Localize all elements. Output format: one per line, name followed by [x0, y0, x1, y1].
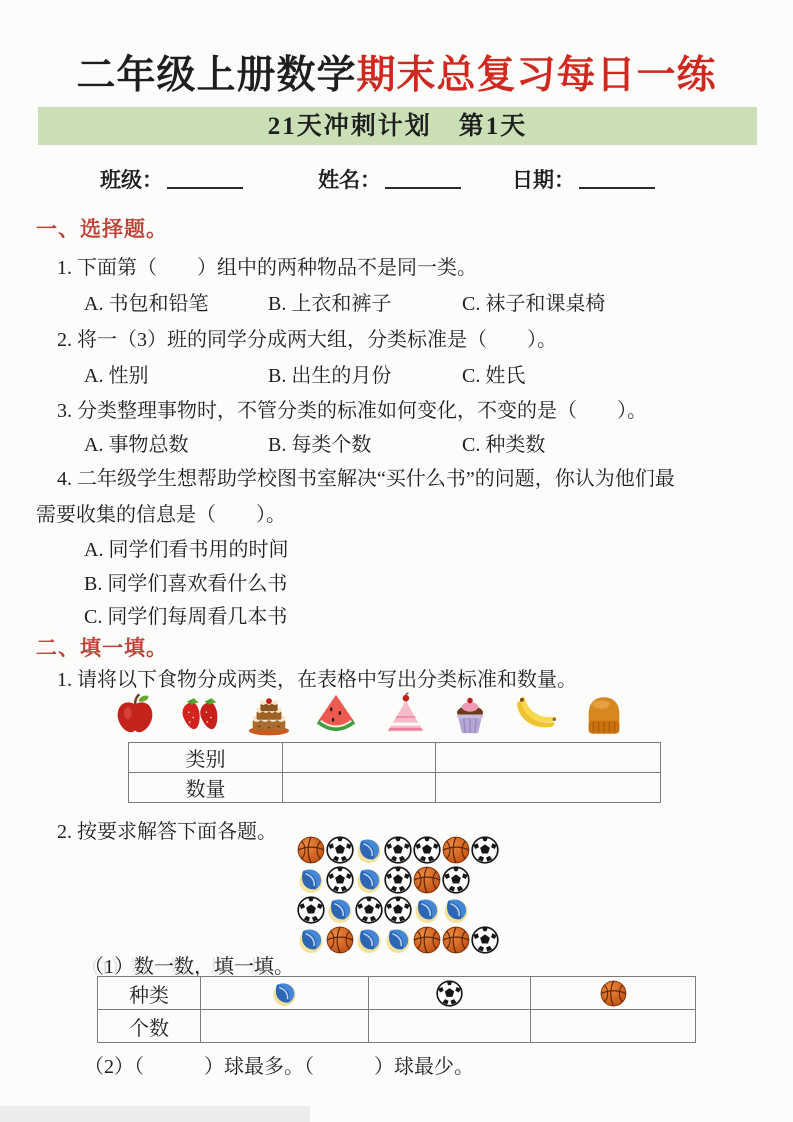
soccer-icon	[436, 980, 463, 1007]
soccer-icon	[442, 866, 470, 894]
layer-cake-icon	[246, 691, 292, 737]
name-field	[318, 164, 461, 194]
volleyball-icon	[355, 926, 383, 954]
bread-icon	[581, 691, 627, 737]
date-blank[interactable]	[579, 167, 655, 189]
volleyball-icon	[297, 926, 325, 954]
q4-option-a[interactable]: A. 同学们看书用的时间	[84, 539, 289, 561]
date-label: 日期：	[512, 168, 575, 192]
soccer-icon	[326, 836, 354, 864]
basketball-icon	[413, 926, 441, 954]
category-blank-1[interactable]	[283, 743, 436, 773]
soccer-icon	[471, 926, 499, 954]
category-row-label: 类别	[129, 743, 283, 773]
count-blank-basketball[interactable]	[531, 1010, 696, 1043]
subquestion-1: （1）数一数，填一填。	[84, 956, 294, 978]
food-icons-row	[112, 691, 627, 737]
banana-icon	[514, 691, 560, 737]
section2-heading: 二、填一填。	[36, 636, 168, 660]
count-row	[98, 1010, 696, 1043]
ball-row-2	[297, 866, 499, 894]
soccer-icon	[384, 836, 412, 864]
volleyball-icon	[326, 896, 354, 924]
section2-question-2: 2. 按要求解答下面各题。	[57, 821, 277, 843]
question-1-options	[84, 287, 605, 316]
q1-option-a[interactable]: A. 书包和铅笔	[84, 293, 209, 315]
basketball-icon	[442, 836, 470, 864]
type-cell-volleyball	[201, 977, 369, 1010]
apple-icon	[112, 691, 158, 737]
soccer-icon	[471, 836, 499, 864]
soccer-icon	[297, 896, 325, 924]
cake-slice-icon	[380, 691, 426, 737]
soccer-icon	[413, 836, 441, 864]
section1-heading: 一、选择题。	[36, 217, 168, 241]
soccer-icon	[384, 866, 412, 894]
quantity-blank-2[interactable]	[436, 773, 661, 803]
student-info-row	[100, 164, 740, 196]
question-2: 2. 将一（3）班的同学分成两大组，分类标准是（ ）。	[57, 329, 557, 351]
soccer-icon	[355, 896, 383, 924]
cupcake-icon	[447, 691, 493, 737]
type-row	[98, 977, 696, 1010]
q3-option-b[interactable]: B. 每类个数	[268, 434, 372, 456]
subquestion-2: （2）（ ）球最多。（ ）球最少。	[84, 1056, 474, 1078]
question-4-line1: 4. 二年级学生想帮助学校图书室解决“买什么书”的问题，你认为他们最	[57, 468, 675, 490]
category-blank-2[interactable]	[436, 743, 661, 773]
volleyball-icon	[442, 896, 470, 924]
ball-row-4	[297, 926, 499, 954]
page-title	[0, 44, 793, 100]
ball-row-3	[297, 896, 499, 924]
ball-row-1	[297, 836, 499, 864]
title-red-part: 期末总复习每日一练	[356, 54, 717, 97]
volleyball-icon	[384, 926, 412, 954]
basketball-icon	[442, 926, 470, 954]
ball-grid	[297, 836, 499, 954]
question-1: 1. 下面第（ ）组中的两种物品不是同一类。	[57, 257, 477, 279]
section2-question-1: 1. 请将以下食物分成两类，在表格中写出分类标准和数量。	[57, 669, 577, 691]
title-black-part: 二年级上册数学	[76, 54, 357, 97]
quantity-blank-1[interactable]	[283, 773, 436, 803]
count-blank-volleyball[interactable]	[201, 1010, 369, 1043]
question-4-line2: 需要收集的信息是（ ）。	[36, 504, 286, 526]
volleyball-icon	[413, 896, 441, 924]
food-sort-table	[128, 742, 661, 803]
quantity-row	[129, 773, 661, 803]
class-blank[interactable]	[167, 167, 243, 189]
count-blank-soccer[interactable]	[369, 1010, 531, 1043]
type-row-label: 种类	[98, 977, 201, 1010]
q1-option-b[interactable]: B. 上衣和裤子	[268, 293, 392, 315]
strawberry-icon	[179, 691, 225, 737]
category-row	[129, 743, 661, 773]
q3-option-a[interactable]: A. 事物总数	[84, 434, 189, 456]
ball-count-table	[97, 976, 696, 1043]
volleyball-icon	[297, 866, 325, 894]
question-3-options	[84, 428, 545, 457]
class-label: 班级：	[100, 168, 163, 192]
volleyball-icon	[355, 866, 383, 894]
q4-option-c[interactable]: C. 同学们每周看几本书	[84, 606, 288, 628]
question-3: 3. 分类整理事物时，不管分类的标准如何变化，不变的是（ ）。	[57, 400, 647, 422]
soccer-icon	[326, 866, 354, 894]
q2-option-b[interactable]: B. 出生的月份	[268, 365, 392, 387]
class-field	[100, 164, 243, 194]
basketball-icon	[297, 836, 325, 864]
basketball-icon	[326, 926, 354, 954]
q2-option-a[interactable]: A. 性别	[84, 365, 149, 387]
name-blank[interactable]	[385, 167, 461, 189]
scan-artifact	[0, 1106, 310, 1122]
watermelon-icon	[313, 691, 359, 737]
date-field	[512, 164, 655, 194]
basketball-icon	[600, 980, 627, 1007]
volleyball-icon	[271, 980, 298, 1007]
quantity-row-label: 数量	[129, 773, 283, 803]
count-row-label: 个数	[98, 1010, 201, 1043]
type-cell-basketball	[531, 977, 696, 1010]
q4-option-b[interactable]: B. 同学们喜欢看什么书	[84, 573, 288, 595]
name-label: 姓名：	[318, 168, 381, 192]
q3-option-c[interactable]: C. 种类数	[462, 434, 546, 456]
question-2-options	[84, 359, 525, 388]
basketball-icon	[413, 866, 441, 894]
volleyball-icon	[355, 836, 383, 864]
q1-option-c[interactable]: C. 袜子和课桌椅	[462, 293, 606, 315]
soccer-icon	[384, 896, 412, 924]
q2-option-c[interactable]: C. 姓氏	[462, 365, 526, 387]
plan-banner: 21天冲刺计划 第1天	[38, 107, 757, 145]
type-cell-soccer	[369, 977, 531, 1010]
